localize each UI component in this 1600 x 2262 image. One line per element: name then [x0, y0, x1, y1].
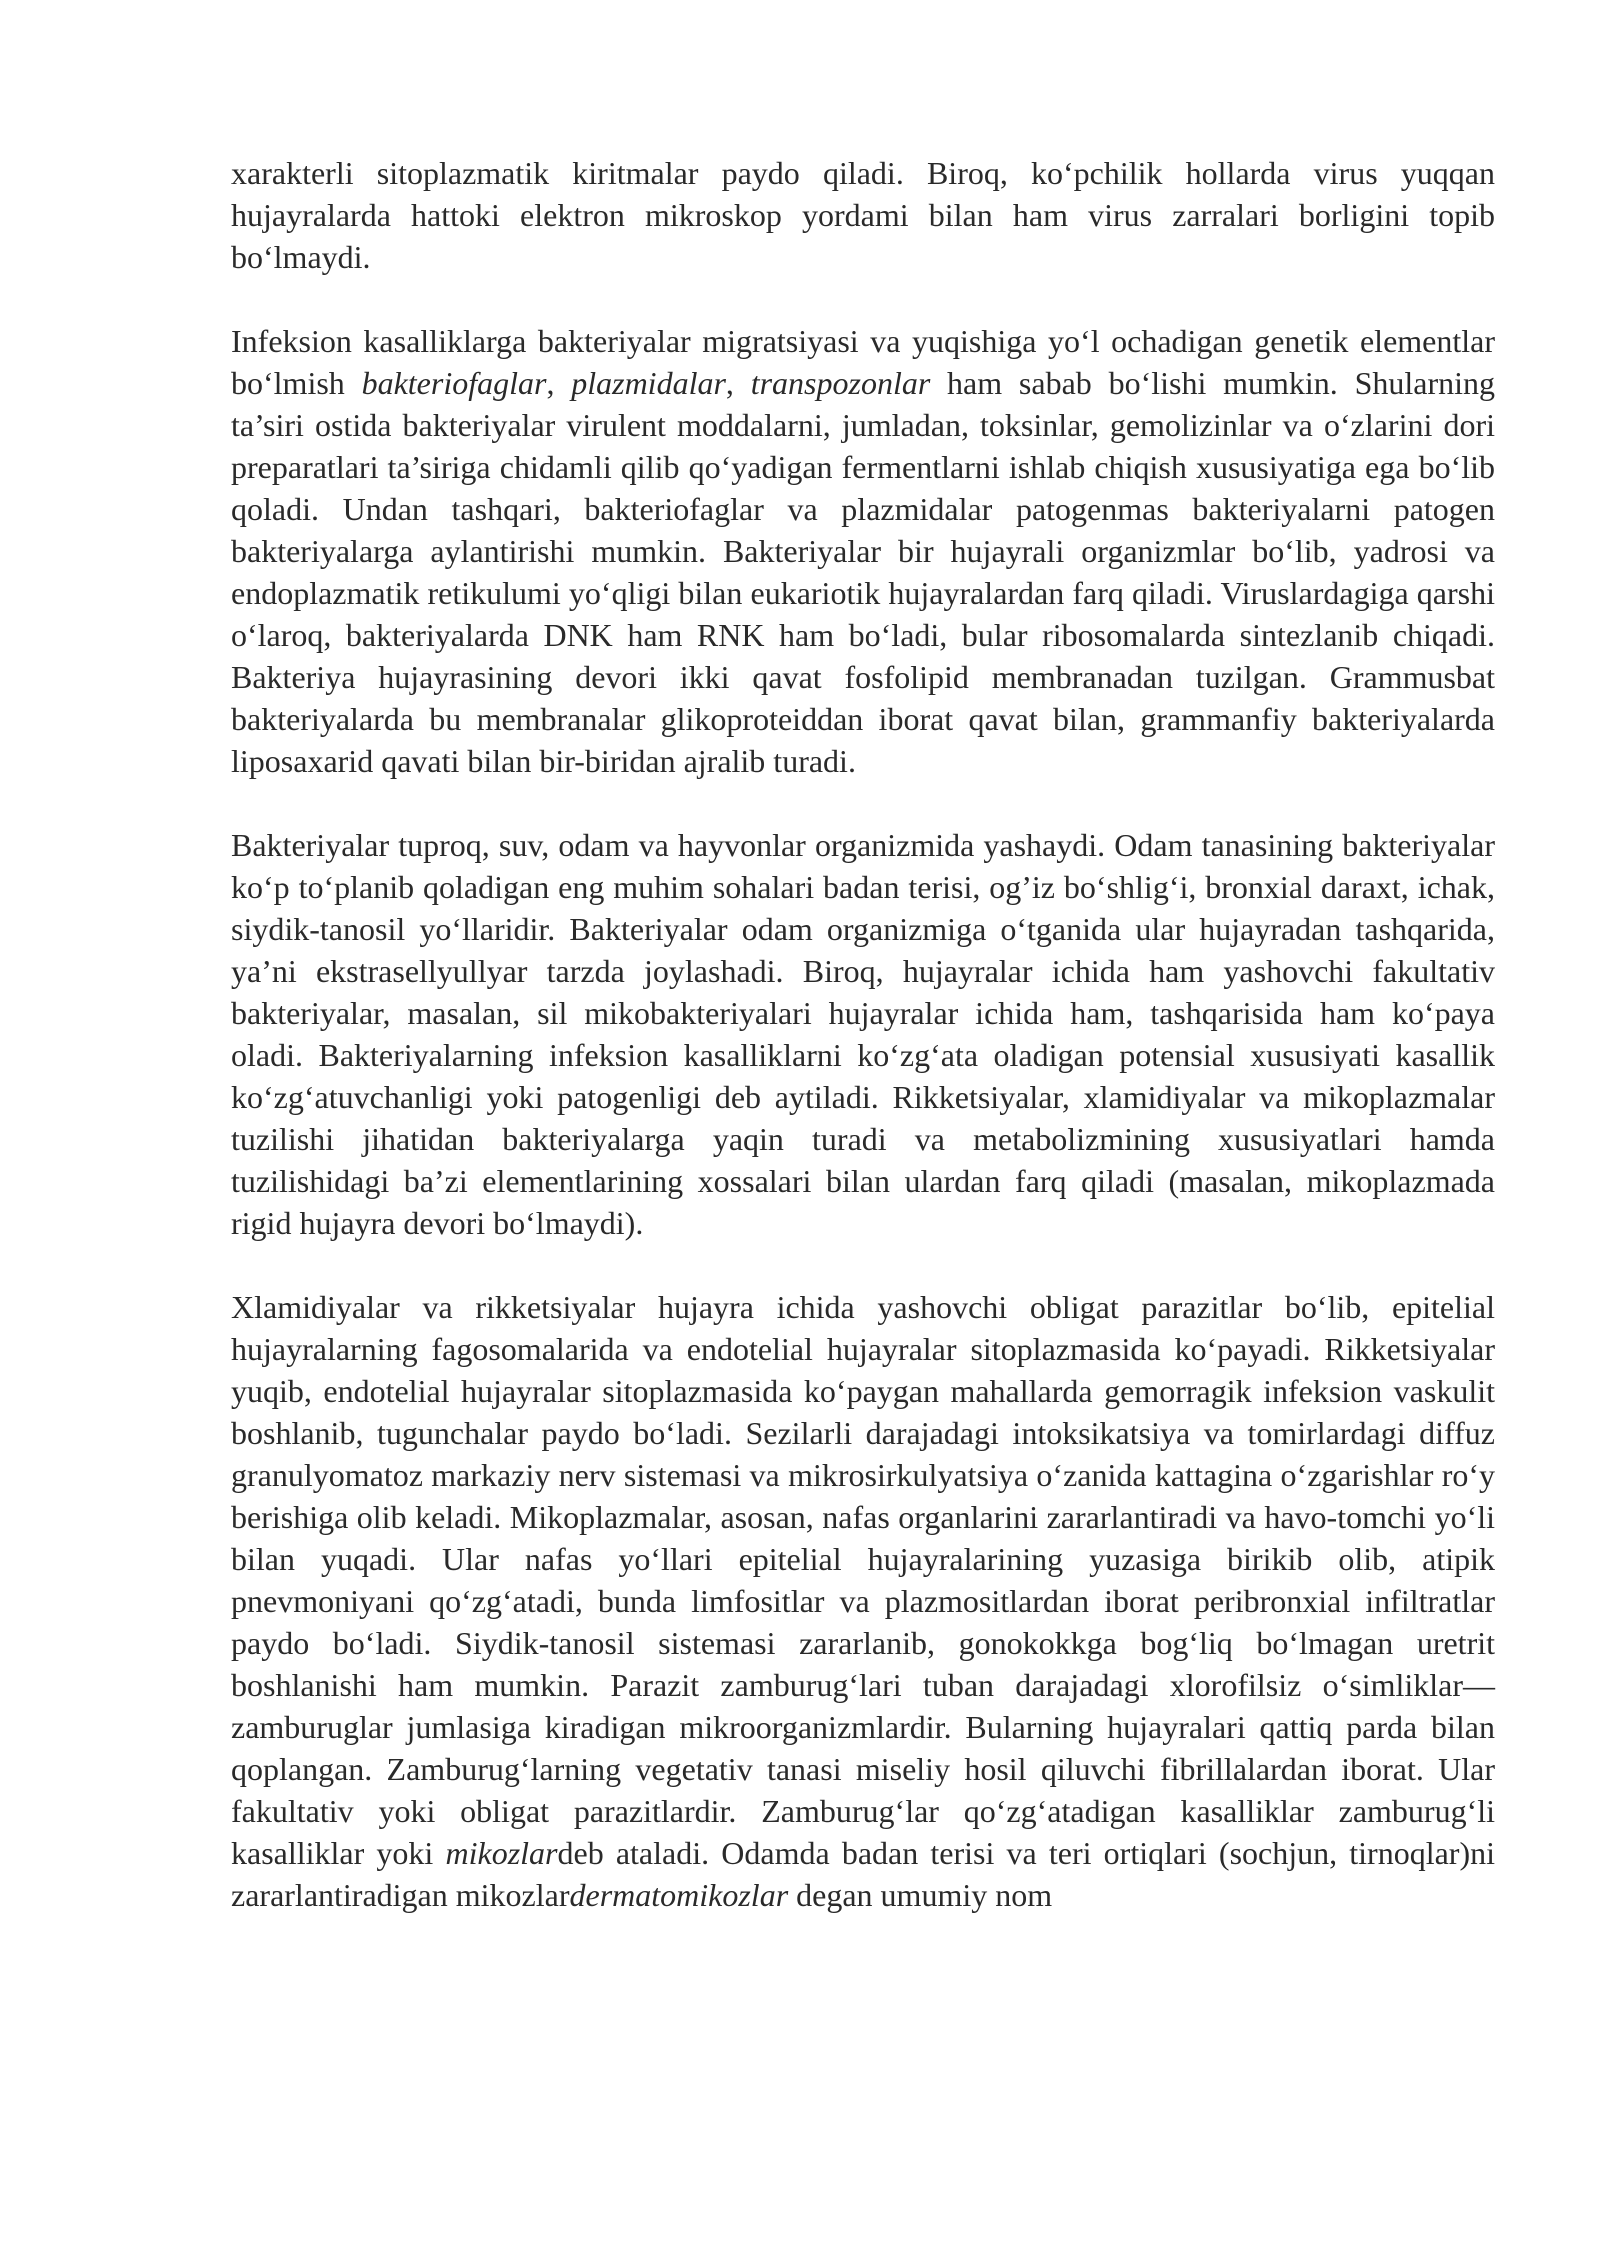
term-dermatomikozlar: dermatomikozlar	[569, 1877, 789, 1913]
paragraph-1-text: xarakterli sitoplazmatik kiritmalar paydo qiladi. Biroq, koʻpchilik hollarda virus yuqqan hujayralarda hattoki elektron mikroskop yordami bilan ham virus zarralari borligini topib boʻlmaydi.	[231, 155, 1495, 275]
paragraph-2-text: ham sabab boʻlishi mumkin. Shularning ta’siri ostida bakteriyalar virulent moddalarni, jumladan, toksinlar, gemolizinlar va oʻzlarini dori preparatlari ta’siriga chidamli qilib qoʻyadigan fermentlarni ishlab chiqish xususiyatiga ega boʻlib qoladi. Undan tashqari, bakteriofaglar va plazmidalar patogenmas bakteriyalarni patogen bakteriyalarga aylantirishi mumkin. Bakteriyalar bir hujayrali organizmlar boʻlib, yadrosi va endoplazmatik retikulumi yoʻqligi bilan eukariotik hujayralardan farq qiladi. Viruslardagiga qarshi oʻlaroq, bakteriyalarda DNK ham RNK ham boʻladi, bular ribosomalarda sintezlanib chiqadi. Bakteriya hujayrasining devori ikki qavat fosfolipid membranadan tuzilgan. Grammusbat bakteriyalarda bu membranalar glikoproteiddan iborat qavat bilan, grammanfiy bakteriyalarda liposaxarid qavati bilan bir-biridan ajralib turadi.	[231, 365, 1496, 779]
term-bakteriofaglar: bakteriofaglar	[361, 365, 547, 401]
paragraph-2-text: Infeksion kasalliklarga bakteriyalar migratsiyasi va yuqishiga yoʻl ochadigan genetik elementlar boʻlmish	[231, 323, 1495, 401]
paragraph-3-text: Bakteriyalar tuproq, suv, odam va hayvonlar organizmida yashaydi. Odam tanasining bakteriyalar koʻp toʻplanib qoladigan eng muhim sohalari badan terisi, og’iz boʻshligʻi, bronxial daraxt, ichak, siydik-tanosil yoʻllaridir. Bakteriyalar odam organizmiga oʻtganida ular hujayradan tashqarida, ya’ni ekstrasellyullyar tarzda joylashadi. Biroq, hujayralar ichida ham yashovchi fakultativ bakteriyalar, masalan, sil mikobakteriyalari hujayralar ichida ham, tashqarisida ham koʻpaya oladi. Bakteriyalarning infeksion kasalliklarni koʻzgʻata oladigan potensial xususiyati kasallik koʻzgʻatuvchanligi yoki patogenligi deb aytiladi. Rikketsiyalar, xlamidiyalar va mikoplazmalar tuzilishi jihatidan bakteriyalarga yaqin turadi va metabolizmining xususiyatlari hamda tuzilishidagi ba’zi elementlarining xossalari bilan ulardan farq qiladi (masalan, mikoplazmada rigid hujayra devori boʻlmaydi).	[231, 827, 1495, 1241]
paragraph-4	[231, 1286, 1495, 1916]
document-body	[231, 152, 1495, 1916]
term-mikozlar: mikozlar	[445, 1835, 558, 1871]
paragraph-3	[231, 824, 1495, 1244]
paragraph-2-separator: ,	[725, 365, 751, 401]
term-transpozonlar: transpozonlar	[750, 365, 931, 401]
paragraph-2	[231, 320, 1495, 782]
term-plazmidalar: plazmidalar	[571, 365, 726, 401]
paragraph-2-separator: ,	[546, 365, 572, 401]
paragraph-1	[231, 152, 1495, 278]
paragraph-4-text: deb ataladi. Odamda badan terisi va teri ortiqlari (sochjun, tirnoqlar)ni zararlantiradigan mikozlar	[231, 1835, 1496, 1913]
paragraph-4-text: degan umumiy nom	[788, 1877, 1053, 1913]
paragraph-4-text: Xlamidiyalar va rikketsiyalar hujayra ichida yashovchi obligat parazitlar boʻlib, epitelial hujayralarning fagosomalarida va endotelial hujayralar sitoplazmasida koʻpayadi. Rikketsiyalar yuqib, endotelial hujayralar sitoplazmasida koʻpaygan mahallarda gemorragik infeksion vaskulit boshlanib, tugunchalar paydo boʻladi. Sezilarli darajadagi intoksikatsiya va tomirlardagi diffuz granulyomatoz markaziy nerv sistemasi va mikrosirkulyatsiya oʻzanida kattagina oʻzgarishlar roʻy berishiga olib keladi. Mikoplazmalar, asosan, nafas organlarini zararlantiradi va havo-tomchi yoʻli bilan yuqadi. Ular nafas yoʻllari epitelial hujayralarining yuzasiga birikib olib, atipik pnevmoniyani qoʻzgʻatadi, bunda limfositlar va plazmositlardan iborat peribronxial infiltratlar paydo boʻladi. Siydik-tanosil sistemasi zararlanib, gonokokkga bogʻliq boʻlmagan uretrit boshlanishi ham mumkin. Parazit zamburugʻlari tuban darajadagi xlorofilsiz oʻsimliklar—zamburuglar jumlasiga kiradigan mikroorganizmlardir. Bularning hujayralari qattiq parda bilan qoplangan. Zamburugʻlarning vegetativ tanasi miseliy hosil qiluvchi fibrillalardan iborat. Ular fakultativ yoki obligat parazitlardir. Zamburugʻlar qoʻzgʻatadigan kasalliklar zamburugʻli kasalliklar yoki	[231, 1289, 1495, 1871]
